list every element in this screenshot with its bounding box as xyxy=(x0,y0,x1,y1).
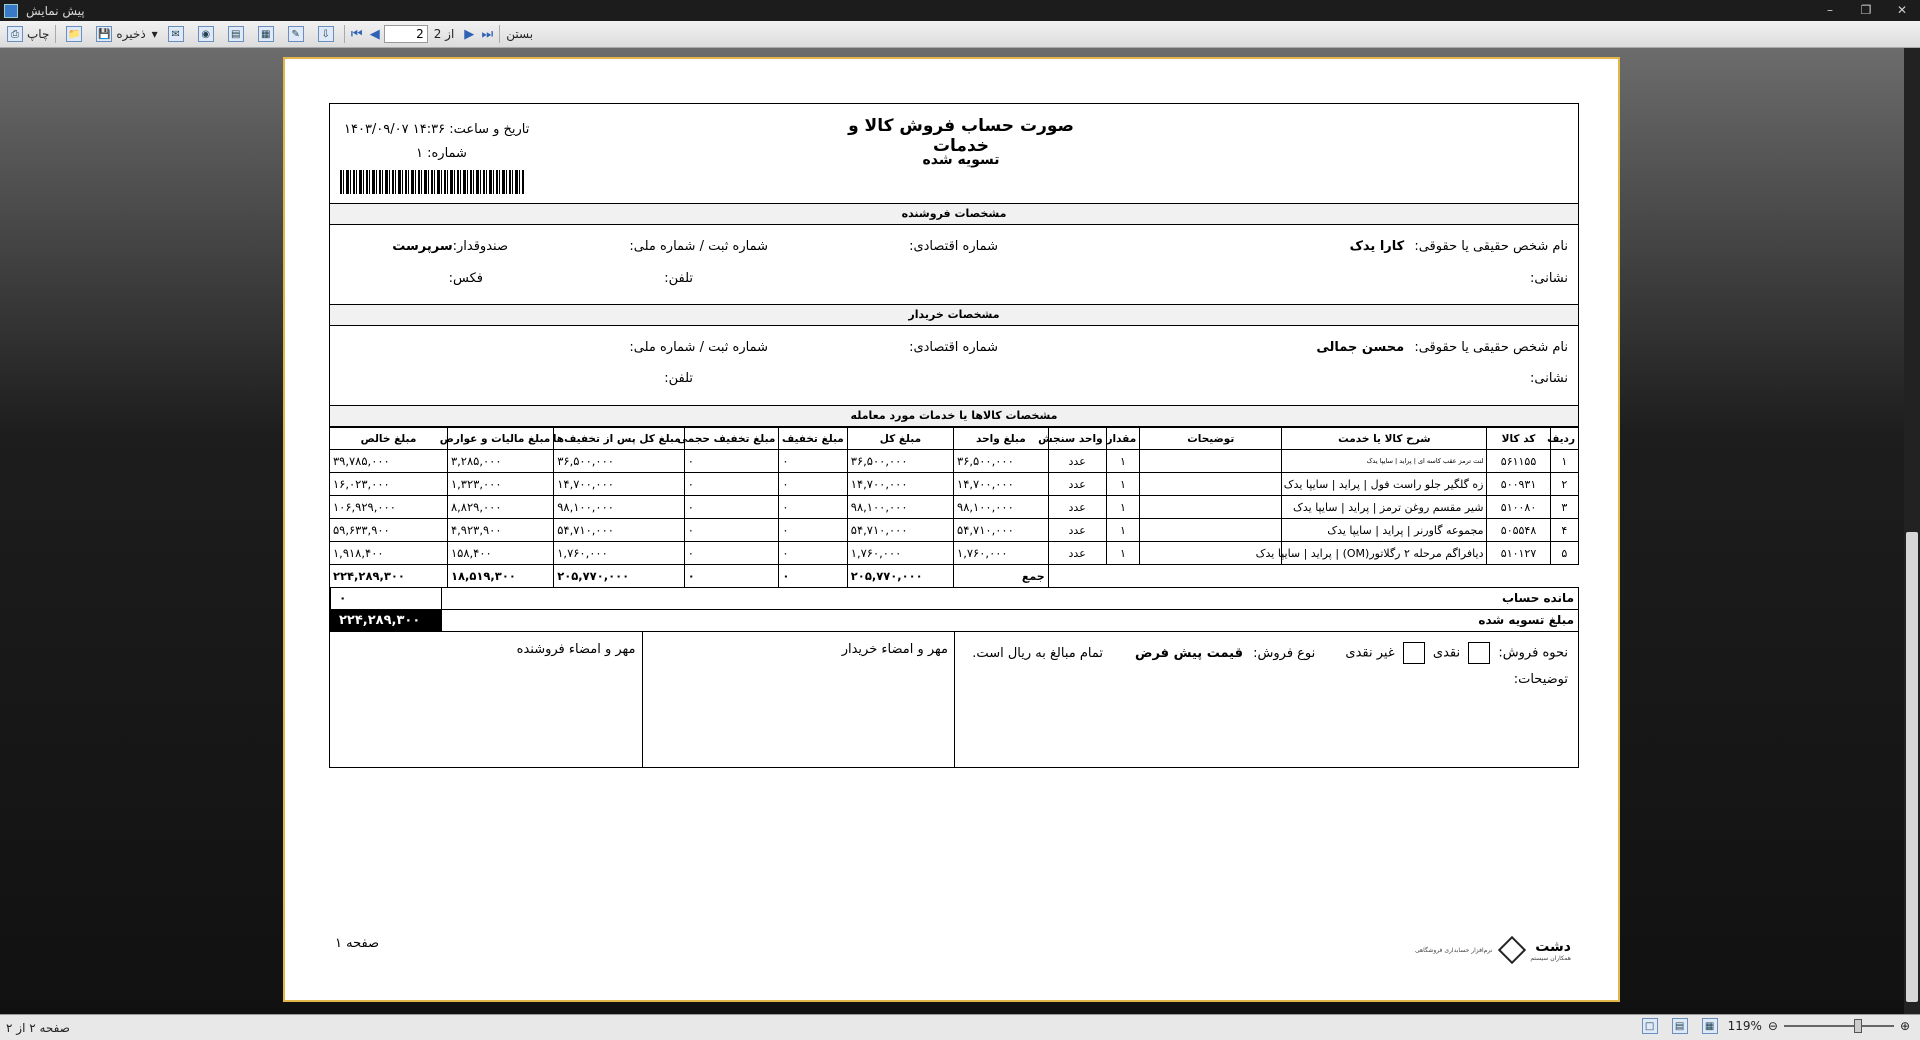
seller-section-header: مشخصات فروشنده xyxy=(329,204,1579,225)
seller-name-label: نام شخص حقیقی یا حقوقی: xyxy=(1414,239,1568,254)
table-cell: عدد xyxy=(1048,473,1106,496)
items-table xyxy=(329,427,1579,588)
sale-type-label: نوع فروش: xyxy=(1253,645,1316,661)
table-cell: ۰ xyxy=(684,450,779,473)
seller-address-label: نشانی: xyxy=(1529,271,1568,286)
restore-icon[interactable]: ❐ xyxy=(1860,3,1872,17)
print-label: چاپ xyxy=(27,27,50,41)
table-cell: ۵۰۰۹۳۱ xyxy=(1487,473,1550,496)
binoculars-icon: ◉ xyxy=(198,26,214,42)
page-number-label: صفحه ۱ xyxy=(335,936,380,951)
table-cell: ۸,۸۲۹,۰۰۰ xyxy=(447,496,553,519)
seller-sign-box xyxy=(330,632,642,768)
printer-icon: ⎙ xyxy=(7,26,23,42)
seller-info xyxy=(329,225,1579,305)
col-notes: توضیحات xyxy=(1140,428,1282,450)
invoice-title: صورت حساب فروش کالا و خدمات xyxy=(848,116,1074,156)
col-code: کد کالا xyxy=(1487,428,1550,450)
logo-name: دشت xyxy=(1535,938,1571,955)
barcode-icon xyxy=(340,170,524,194)
table-cell: ۴ xyxy=(1550,519,1578,542)
table-cell: ۰ xyxy=(779,519,847,542)
table-cell: ۳ xyxy=(1550,496,1578,519)
seller-name: کارا یدک xyxy=(1349,239,1405,254)
logo-icon xyxy=(1498,936,1526,964)
mail-icon: ✉ xyxy=(168,26,184,42)
buyer-name: محسن جمالی xyxy=(1316,340,1405,355)
seller-sign-label: مهر و امضاء فروشنده xyxy=(516,642,636,657)
table-cell: ۳,۲۸۵,۰۰۰ xyxy=(447,450,553,473)
status-page-info: صفحه ۲ از ۲ xyxy=(6,1020,70,1035)
app-icon xyxy=(4,4,18,18)
toolbar-divider xyxy=(499,25,500,43)
table-cell xyxy=(1140,473,1282,496)
prev-page-icon[interactable]: ◀ xyxy=(369,26,380,42)
scrollbar-thumb[interactable] xyxy=(1906,532,1918,1002)
table-cell: ۱ xyxy=(1106,496,1140,519)
page-setup-icon: ▦ xyxy=(258,26,274,42)
table-cell: ۰ xyxy=(684,542,779,565)
chevron-down-icon: ▾ xyxy=(151,27,158,41)
window-titlebar xyxy=(0,0,1920,21)
table-cell: ۹۸,۱۰۰,۰۰۰ xyxy=(847,496,953,519)
invoice-datetime: تاریخ و ساعت: ۱۴:۳۶ ۱۴۰۳/۰۹/۰۷ xyxy=(344,122,530,137)
totals-vol-discount: ۰ xyxy=(684,565,779,588)
export-button[interactable] xyxy=(311,24,341,44)
window-title: پیش نمایش xyxy=(26,3,85,18)
status-bar xyxy=(0,1014,1920,1040)
notes-label: توضیحات: xyxy=(1513,672,1568,687)
table-cell xyxy=(1140,519,1282,542)
table-cell: ۰ xyxy=(779,496,847,519)
col-unit-price: مبلغ واحد xyxy=(954,428,1049,450)
buyer-econ-label: شماره اقتصادی: xyxy=(909,340,998,355)
table-cell: شیر مقسم روغن ترمز | پراید | سایپا یدک xyxy=(1282,496,1487,519)
first-page-icon[interactable]: ⏮ xyxy=(350,26,363,42)
table-row xyxy=(330,473,1579,496)
table-cell: ۰ xyxy=(779,473,847,496)
table-cell: ۵۴,۷۱۰,۰۰۰ xyxy=(847,519,953,542)
table-cell: ۰ xyxy=(684,473,779,496)
totals-total: ۲۰۵,۷۷۰,۰۰۰ xyxy=(847,565,953,588)
invoice-document xyxy=(329,103,1579,768)
table-cell: ۲ xyxy=(1550,473,1578,496)
table-cell: ۵۴,۷۱۰,۰۰۰ xyxy=(554,519,684,542)
single-page-icon[interactable]: □ xyxy=(1642,1018,1658,1034)
save-dropdown[interactable] xyxy=(149,24,161,44)
col-after-discount: مبلغ کل پس از تخفیف‌ها xyxy=(554,428,684,450)
cashier-name: سرپرست xyxy=(392,239,453,254)
table-row xyxy=(330,542,1579,565)
col-discount: مبلغ تخفیف xyxy=(779,428,847,450)
table-cell: ۱۴,۷۰۰,۰۰۰ xyxy=(554,473,684,496)
totals-net: ۲۲۴,۲۸۹,۳۰۰ xyxy=(330,565,448,588)
multi-page-icon[interactable]: ▦ xyxy=(1702,1018,1718,1034)
sale-method-label: نحوه فروش: xyxy=(1498,645,1568,661)
col-total: مبلغ کل xyxy=(847,428,953,450)
invoice-subtitle: تسویه شده xyxy=(922,152,1000,168)
preview-toolbar xyxy=(0,21,1920,48)
table-cell: ۵ xyxy=(1550,542,1578,565)
table-cell: ۱,۷۶۰,۰۰۰ xyxy=(954,542,1049,565)
totals-spacer xyxy=(1048,565,1578,588)
table-cell: ۵۱۰۱۲۷ xyxy=(1487,542,1550,565)
table-cell: زه گلگیر جلو راست فول | پراید | سایپا یدک xyxy=(1282,473,1487,496)
table-cell: عدد xyxy=(1048,496,1106,519)
settled-label: مبلغ تسویه شده xyxy=(1478,613,1574,627)
table-cell: لنت ترمز عقب کاسه ای | پراید | سایپا یدک xyxy=(1282,450,1487,473)
table-cell: مجموعه گاورنر | پراید | سایپا یدک xyxy=(1282,519,1487,542)
non-cash-checkbox[interactable] xyxy=(1403,642,1425,664)
edit-icon: ✎ xyxy=(288,26,304,42)
balance-value: ۰ xyxy=(330,588,442,609)
non-cash-label: غیر نقدی xyxy=(1345,645,1395,661)
col-vol-discount: مبلغ تخفیف حجمی xyxy=(684,428,779,450)
totals-label: جمع xyxy=(954,565,1049,588)
window-controls xyxy=(1812,0,1920,21)
invoice-header xyxy=(329,103,1579,204)
company-logo xyxy=(1415,935,1595,965)
buyer-sign-box xyxy=(642,632,955,768)
cash-label: نقدی xyxy=(1432,645,1461,661)
seller-name-row xyxy=(1350,239,1568,254)
table-cell: ۱,۳۲۳,۰۰۰ xyxy=(447,473,553,496)
table-cell: ۱,۷۶۰,۰۰۰ xyxy=(847,542,953,565)
col-tax: مبلغ مالیات و عوارض xyxy=(447,428,553,450)
minimize-icon[interactable]: – xyxy=(1827,3,1833,17)
table-cell: ۵۱۰۰۸۰ xyxy=(1487,496,1550,519)
zoom-in-icon[interactable]: ⊕ xyxy=(1899,1019,1910,1033)
layout-icon: ▤ xyxy=(228,26,244,42)
save-button[interactable] xyxy=(89,24,148,44)
table-cell: ۱۵۸,۴۰۰ xyxy=(447,542,553,565)
table-cell: دیافراگم مرحله ۲ رگلاتور(OM) | پراید | سایپا یدک xyxy=(1282,542,1487,565)
folder-icon: 📁 xyxy=(66,26,82,42)
invoice-number: شماره: ۱ xyxy=(416,146,467,161)
table-cell: عدد xyxy=(1048,519,1106,542)
table-cell: ۱ xyxy=(1106,542,1140,565)
col-unit: واحد سنجش xyxy=(1048,428,1106,450)
zoom-slider[interactable] xyxy=(1784,1025,1894,1027)
table-cell: ۱ xyxy=(1106,473,1140,496)
items-section-header: مشخصات کالاها یا خدمات مورد معامله xyxy=(329,406,1579,427)
page-number-input[interactable] xyxy=(384,25,428,43)
table-cell: ۱ xyxy=(1550,450,1578,473)
items-header-row xyxy=(330,428,1579,450)
settled-row xyxy=(329,610,1579,632)
cashier-row xyxy=(392,239,508,254)
table-cell: ۵۹,۶۳۳,۹۰۰ xyxy=(330,519,448,542)
close-label: بستن xyxy=(506,27,534,41)
buyer-sign-label: مهر و امضاء خریدار xyxy=(841,642,948,657)
sale-info-box xyxy=(954,632,1578,767)
table-cell: ۵۰۵۵۴۸ xyxy=(1487,519,1550,542)
table-cell: ۰ xyxy=(684,519,779,542)
seller-fax-label: فکس: xyxy=(448,271,483,286)
balance-row xyxy=(329,588,1579,610)
close-preview-button[interactable] xyxy=(503,24,536,44)
table-row xyxy=(330,450,1579,473)
table-cell: عدد xyxy=(1048,542,1106,565)
col-net: مبلغ خالص xyxy=(330,428,448,450)
totals-row xyxy=(330,565,1579,588)
seller-econ-label: شماره اقتصادی: xyxy=(909,239,998,254)
open-button[interactable] xyxy=(59,24,89,44)
invoice-footer xyxy=(329,632,1579,768)
table-row xyxy=(330,496,1579,519)
layout-button[interactable] xyxy=(221,24,251,44)
table-cell: ۱۰۶,۹۲۹,۰۰۰ xyxy=(330,496,448,519)
table-cell: عدد xyxy=(1048,450,1106,473)
buyer-phone-label: تلفن: xyxy=(664,371,693,386)
table-cell: ۹۸,۱۰۰,۰۰۰ xyxy=(554,496,684,519)
table-cell: ۳۶,۵۰۰,۰۰۰ xyxy=(847,450,953,473)
logo-text xyxy=(1530,939,1571,962)
page-count-label: از 2 xyxy=(433,27,455,41)
table-cell: ۹۸,۱۰۰,۰۰۰ xyxy=(954,496,1049,519)
buyer-info xyxy=(329,326,1579,406)
email-button[interactable] xyxy=(161,24,191,44)
table-cell xyxy=(1140,496,1282,519)
table-cell: ۵۶۱۱۵۵ xyxy=(1487,450,1550,473)
table-cell: ۰ xyxy=(684,496,779,519)
rial-note: تمام مبالغ به ریال است. xyxy=(972,646,1103,661)
totals-tax: ۱۸,۵۱۹,۳۰۰ xyxy=(447,565,553,588)
toolbar-divider xyxy=(55,25,56,43)
edit-button[interactable] xyxy=(281,24,311,44)
zoom-slider-thumb[interactable] xyxy=(1854,1019,1862,1033)
table-cell: ۱ xyxy=(1106,519,1140,542)
sale-type-value: قیمت پیش فرض xyxy=(1134,645,1243,661)
cashier-label: صندوقدار: xyxy=(452,239,508,254)
zoom-control xyxy=(1638,1018,1910,1034)
table-cell: ۳۶,۵۰۰,۰۰۰ xyxy=(954,450,1049,473)
save-icon: 💾 xyxy=(96,26,112,42)
continuous-page-icon[interactable]: ▤ xyxy=(1672,1018,1688,1034)
table-cell: ۱۴,۷۰۰,۰۰۰ xyxy=(954,473,1049,496)
next-page-icon[interactable]: ▶ xyxy=(464,26,475,42)
table-cell: ۱,۷۶۰,۰۰۰ xyxy=(554,542,684,565)
totals-after-discount: ۲۰۵,۷۷۰,۰۰۰ xyxy=(554,565,684,588)
table-cell: ۵۴,۷۱۰,۰۰۰ xyxy=(954,519,1049,542)
table-cell: ۰ xyxy=(779,542,847,565)
balance-label: مانده حساب xyxy=(1501,591,1574,605)
sale-method-row xyxy=(1135,642,1568,664)
export-icon: ⇩ xyxy=(318,26,334,42)
table-cell: ۱۴,۷۰۰,۰۰۰ xyxy=(847,473,953,496)
col-row: ردیف xyxy=(1550,428,1578,450)
zoom-out-icon[interactable]: ⊖ xyxy=(1767,1019,1778,1033)
cash-checkbox[interactable] xyxy=(1468,642,1490,664)
seller-phone-label: تلفن: xyxy=(664,271,693,286)
col-qty: مقدار xyxy=(1106,428,1140,450)
totals-discount: ۰ xyxy=(779,565,847,588)
last-page-icon[interactable]: ⏭ xyxy=(481,26,494,42)
logo-subname: همکاران سیستم xyxy=(1530,954,1571,962)
table-cell: ۳۶,۵۰۰,۰۰۰ xyxy=(554,450,684,473)
table-cell: ۳۹,۷۸۵,۰۰۰ xyxy=(330,450,448,473)
table-cell: ۰ xyxy=(779,450,847,473)
vertical-scrollbar[interactable] xyxy=(1904,48,1920,1014)
table-cell: ۱۶,۰۲۳,۰۰۰ xyxy=(330,473,448,496)
table-cell: ۴,۹۲۳,۹۰۰ xyxy=(447,519,553,542)
table-cell: ۱ xyxy=(1106,450,1140,473)
table-row xyxy=(330,519,1579,542)
buyer-reg-label: شماره ثبت / شماره ملی: xyxy=(629,340,768,355)
buyer-section-header: مشخصات خریدار xyxy=(329,305,1579,326)
seller-reg-label: شماره ثبت / شماره ملی: xyxy=(629,239,768,254)
buyer-name-label: نام شخص حقیقی یا حقوقی: xyxy=(1414,340,1568,355)
zoom-level: 119% xyxy=(1727,1019,1762,1033)
toolbar-divider xyxy=(344,25,345,43)
report-page xyxy=(283,57,1620,1002)
save-label: ذخیره xyxy=(116,27,146,41)
col-description: شرح کالا یا خدمت xyxy=(1282,428,1487,450)
print-button[interactable] xyxy=(0,24,52,44)
buyer-address-label: نشانی: xyxy=(1529,371,1568,386)
buyer-name-row xyxy=(1316,340,1568,355)
settled-value: ۲۲۴,۲۸۹,۳۰۰ xyxy=(330,610,442,631)
table-cell: ۱,۹۱۸,۴۰۰ xyxy=(330,542,448,565)
page-setup-button[interactable] xyxy=(251,24,281,44)
find-button[interactable] xyxy=(191,24,221,44)
close-icon[interactable]: ✕ xyxy=(1896,3,1908,17)
table-cell xyxy=(1140,450,1282,473)
logo-tagline: نرم‌افزار حسابداری فروشگاهی xyxy=(1415,946,1493,954)
